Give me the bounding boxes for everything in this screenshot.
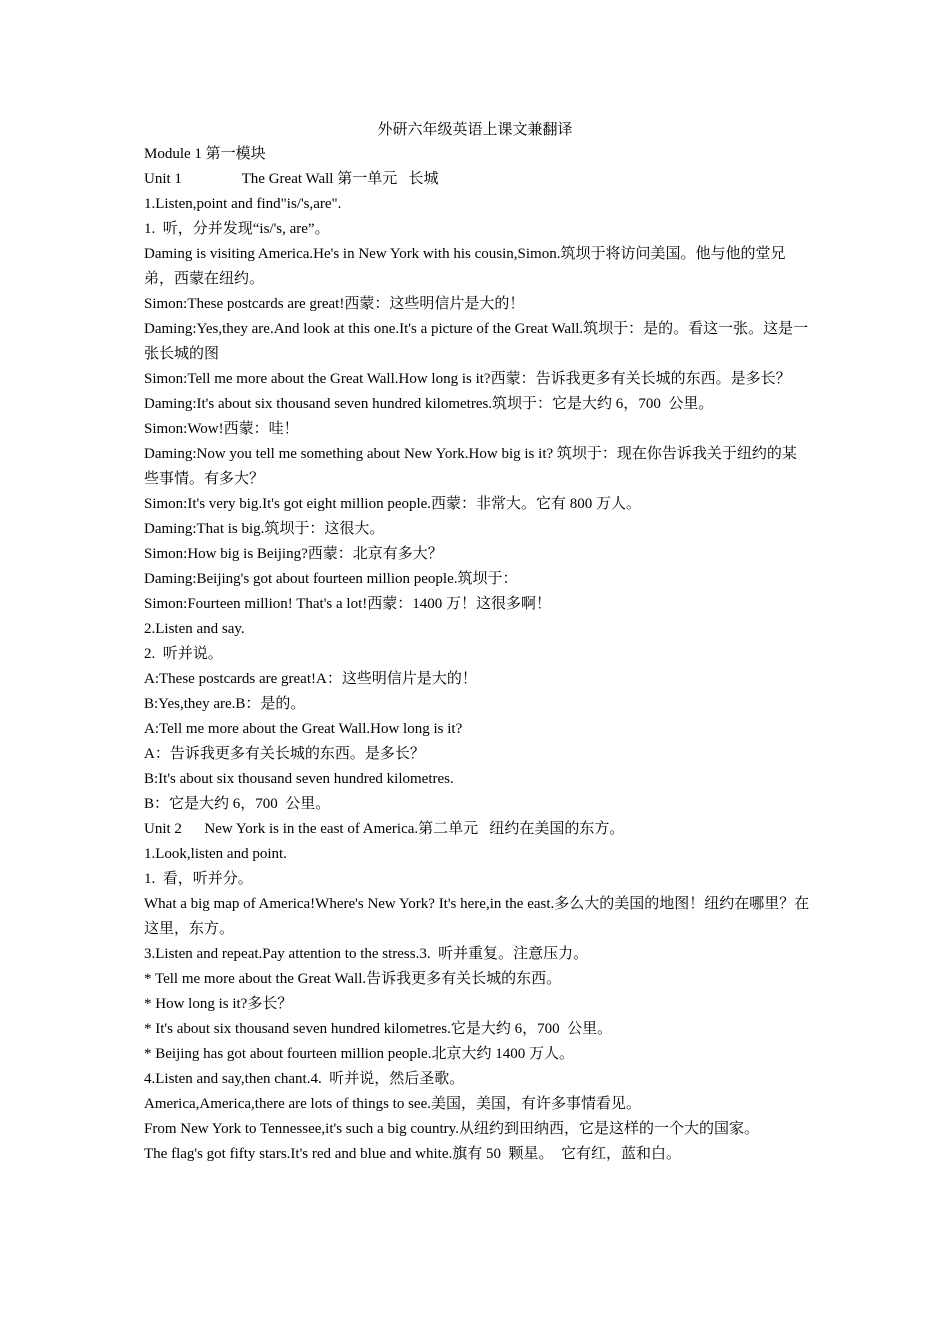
text-line: A:These postcards are great!A：这些明信片是大的！ [144, 671, 477, 687]
document-title: 外研六年级英语上课文兼翻译 [377, 120, 573, 138]
text-line: 2. 听并说。 [144, 646, 223, 662]
text-line: Daming:It's about six thousand seven hundred kilometres.筑坝于：它是大约 6，700 公里。 [144, 396, 714, 412]
text-line: B:Yes,they are.B：是的。 [144, 696, 306, 712]
text-line: * Tell me more about the Great Wall.告诉我更多有关长城的东西。 [144, 971, 562, 987]
text-line: Module 1 第一模块 [144, 146, 266, 162]
text-line: 1. 看，听并分。 [144, 871, 253, 887]
text-line: * How long is it?多长？ [144, 996, 293, 1012]
text-line: Daming:Yes,they are.And look at this one.It's a picture of the Great Wall.筑坝于：是的。看这一张。这是一张长城的图 [144, 321, 809, 362]
text-line: * Beijing has got about fourteen million people.北京大约 1400 万人。 [144, 1046, 574, 1062]
text-line: Unit 1 The Great Wall 第一单元 长城 [144, 171, 439, 187]
text-line: Simon:Fourteen million! That's a lot!西蒙：1400 万！这很多啊！ [144, 596, 551, 612]
text-line: From New York to Tennessee,it's such a big country.从纽约到田纳西，它是这样的一个大的国家。 [144, 1121, 759, 1137]
text-line: 1. 听，分并发现“is/'s, are”。 [144, 221, 330, 237]
text-line: Simon:How big is Beijing?西蒙：北京有多大？ [144, 546, 443, 562]
text-line: 1.Listen,point and find"is/'s,are". [144, 196, 342, 212]
text-line: 4.Listen and say,then chant.4. 听并说，然后圣歌。 [144, 1071, 465, 1087]
text-line: The flag's got fifty stars.It's red and blue and white.旗有 50 颗星。 它有红，蓝和白。 [144, 1146, 681, 1162]
text-line: Daming:Beijing's got about fourteen million people.筑坝于： [144, 571, 518, 587]
text-line: Simon:These postcards are great!西蒙：这些明信片是大的！ [144, 296, 525, 312]
text-line: Daming is visiting America.He's in New York with his cousin,Simon.筑坝于将访问美国。他与他的堂兄弟，西蒙在纽约。 [144, 246, 786, 287]
text-line: 3.Listen and repeat.Pay attention to the stress.3. 听并重复。注意压力。 [144, 946, 589, 962]
text-line: A:Tell me more about the Great Wall.How long is it? [144, 721, 463, 737]
text-line: * It's about six thousand seven hundred kilometres.它是大约 6，700 公里。 [144, 1021, 613, 1037]
text-line: Simon:Tell me more about the Great Wall.How long is it?西蒙：告诉我更多有关长城的东西。是多长？ [144, 371, 791, 387]
text-line: Unit 2 New York is in the east of America.第二单元 纽约在美国的东方。 [144, 821, 625, 837]
text-line: B:It's about six thousand seven hundred kilometres. [144, 771, 454, 787]
text-line: A：告诉我更多有关长城的东西。是多长？ [144, 746, 425, 762]
text-line: What a big map of America!Where's New York? It's here,in the east.多么大的美国的地图！纽约在哪里？在这里，东方。 [144, 896, 810, 937]
document-body [144, 142, 810, 1167]
text-line: Simon:Wow!西蒙：哇！ [144, 421, 299, 437]
text-line: Daming:That is big.筑坝于：这很大。 [144, 521, 385, 537]
text-line: America,America,there are lots of things to see.美国，美国，有许多事情看见。 [144, 1096, 641, 1112]
text-line: 1.Look,listen and point. [144, 846, 287, 862]
text-line: 2.Listen and say. [144, 621, 245, 637]
text-line: Daming:Now you tell me something about New York.How big is it? 筑坝于：现在你告诉我关于纽约的某些事情。有多大？ [144, 446, 797, 487]
text-line: B：它是大约 6，700 公里。 [144, 796, 331, 812]
text-line: Simon:It's very big.It's got eight million people.西蒙：非常大。它有 800 万人。 [144, 496, 642, 512]
